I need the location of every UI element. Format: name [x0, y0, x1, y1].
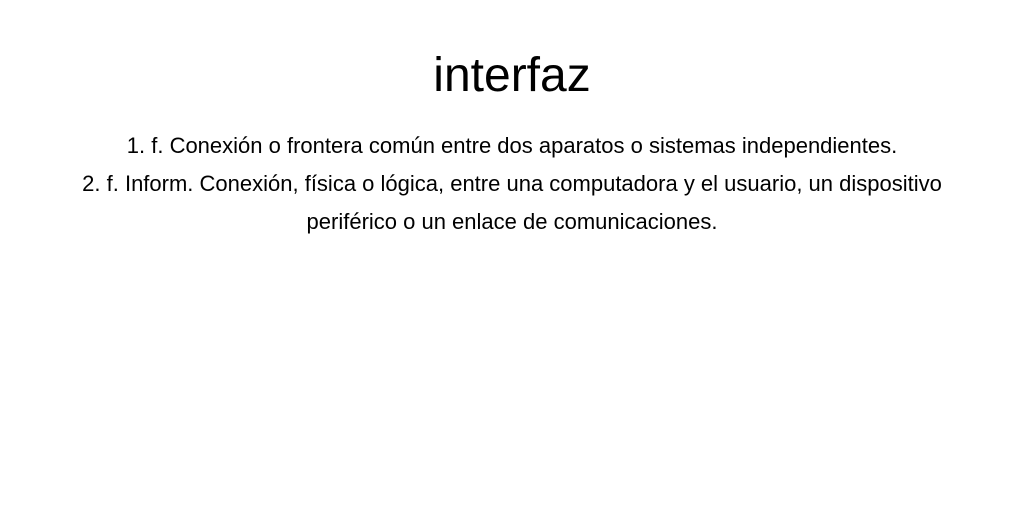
entry-headword: interfaz — [433, 49, 591, 102]
definition-2: 2. f. Inform. Conexión, física o lógica, entre una computadora y el usuario, un dispositivo periférico o un enlace de comunicaciones. — [82, 171, 942, 234]
definition-1: 1. f. Conexión o frontera común entre dos aparatos o sistemas independientes. — [126, 133, 898, 158]
definitions-list — [40, 127, 984, 241]
